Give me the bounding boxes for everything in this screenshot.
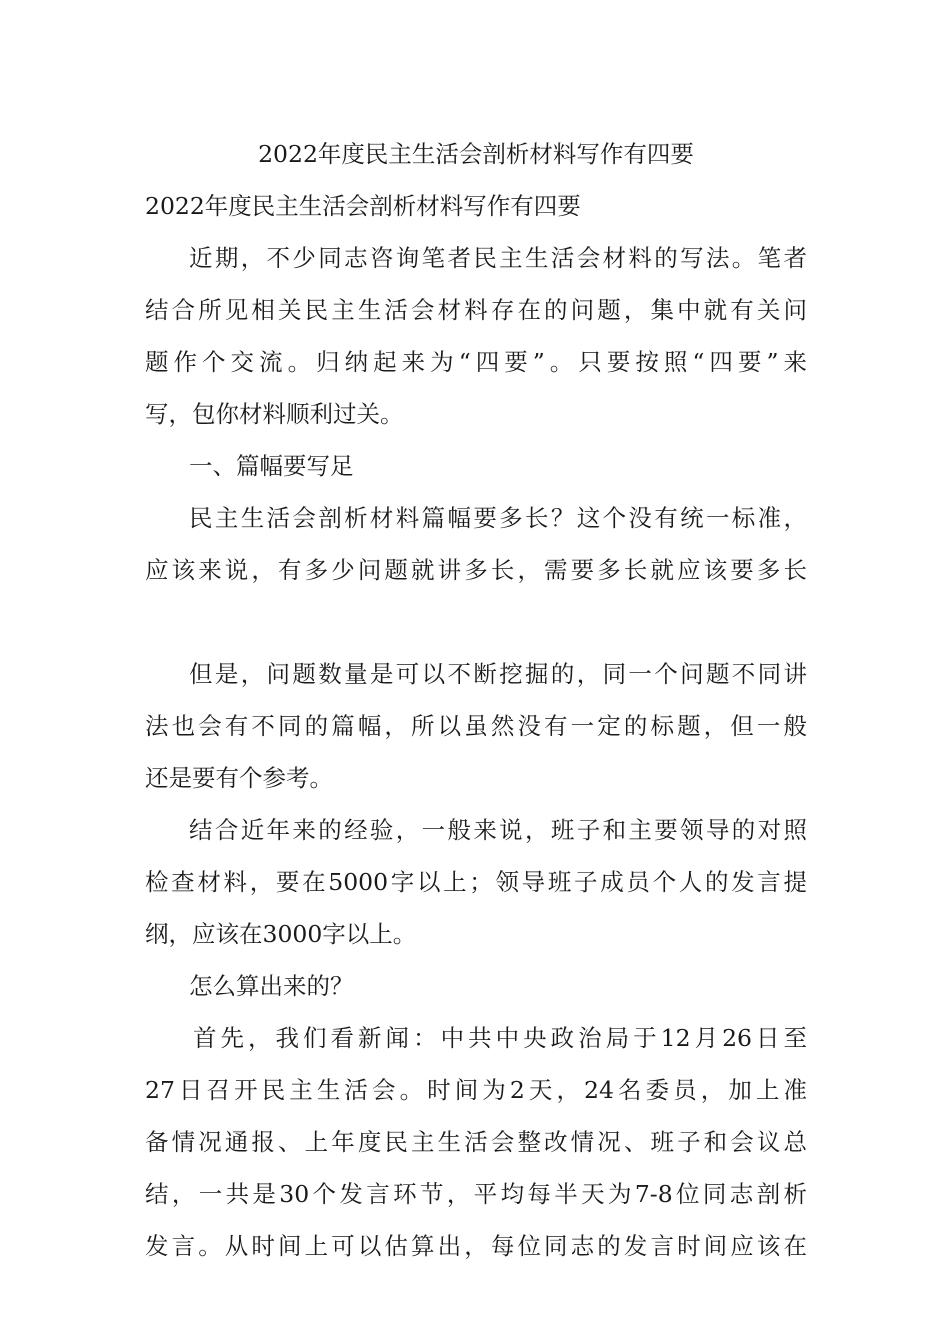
paragraph-line: 题作个交流。归纳起来为“四要”。只要按照“四要”来 (145, 348, 807, 376)
document-title: 2022年度民主生活会剖析材料写作有四要 (258, 140, 694, 168)
document-body (145, 128, 807, 1272)
paragraph-line: 结，一共是30个发言环节，平均每半天为7-8位同志剖析 (145, 1180, 807, 1208)
document-subtitle: 2022年度民主生活会剖析材料写作有四要 (145, 192, 581, 220)
paragraph-line: 应该来说，有多少问题就讲多长，需要多长就应该要多长 (145, 556, 807, 584)
paragraph-line: 怎么算出来的？ (189, 972, 354, 1000)
paragraph-line: 还是要有个参考。 (145, 764, 333, 792)
paragraph-line: 写，包你材料顺利过关。 (145, 400, 404, 428)
paragraph-line: 27日召开民主生活会。时间为2天，24名委员，加上准 (145, 1076, 807, 1104)
paragraph-line: 民主生活会剖析材料篇幅要多长？这个没有统一标准， (189, 504, 807, 532)
paragraph-line: 但是，问题数量是可以不断挖掘的，同一个问题不同讲 (189, 660, 807, 688)
paragraph-line: 结合近年来的经验，一般来说，班子和主要领导的对照 (189, 816, 807, 844)
section-heading: 一、篇幅要写足 (189, 452, 354, 480)
paragraph-line: 备情况通报、上年度民主生活会整改情况、班子和会议总 (145, 1128, 807, 1156)
paragraph-line: 首先，我们看新闻：中共中央政治局于12月26日至 (193, 1024, 807, 1052)
paragraph-line: 结合所见相关民主生活会材料存在的问题，集中就有关问 (145, 296, 807, 324)
paragraph-line: 纲，应该在3000字以上。 (145, 920, 417, 948)
paragraph-line: 近期，不少同志咨询笔者民主生活会材料的写法。笔者 (189, 244, 807, 272)
paragraph-line: 发言。从时间上可以估算出，每位同志的发言时间应该在 (145, 1232, 807, 1260)
paragraph-line: 检查材料，要在5000字以上；领导班子成员个人的发言提 (145, 868, 807, 896)
paragraph-line: 法也会有不同的篇幅，所以虽然没有一定的标题，但一般 (145, 712, 807, 740)
paragraph-gap (145, 596, 807, 648)
